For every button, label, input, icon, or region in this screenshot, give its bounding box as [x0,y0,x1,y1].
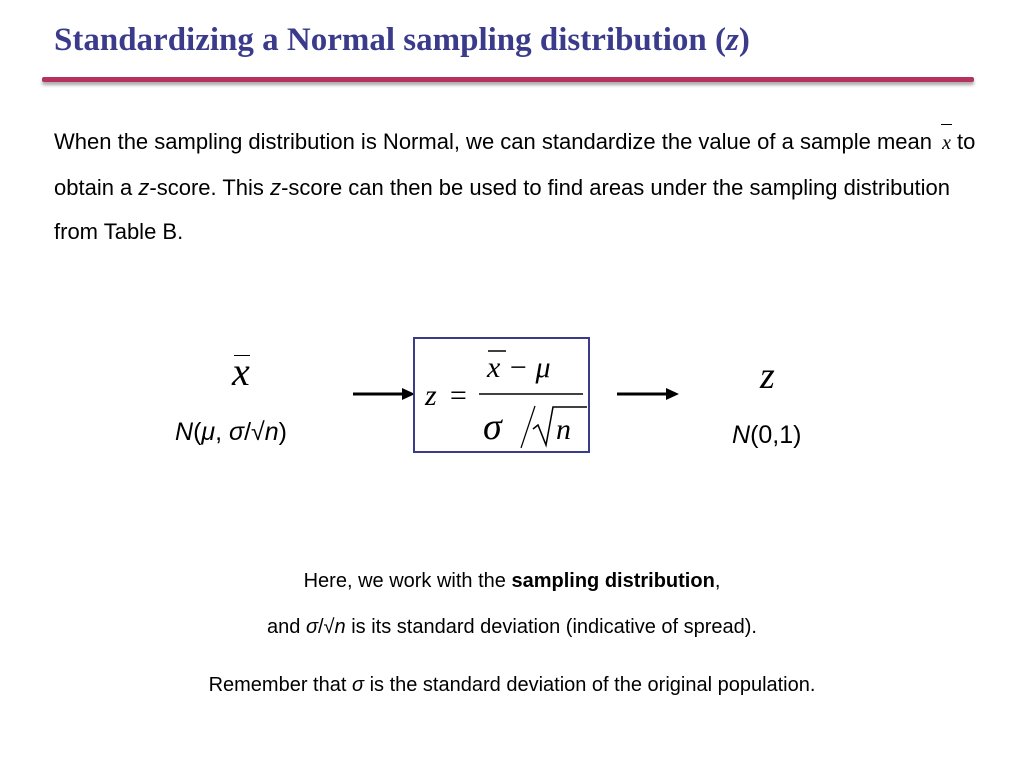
intro-text-3: -score. This [149,174,264,200]
note1-text: Here, we work with the [303,570,512,592]
intro-text-1: When the sampling distribution is Normal, we can standardize the value of a sample mean [54,129,933,154]
title-underline [42,77,974,82]
note2-text: and [267,616,306,638]
note2-sigma: σ [305,616,318,638]
arrow-right-icon [352,385,416,403]
slide-title [54,22,750,59]
note3-sigma: σ [351,674,365,696]
intro-text-4: -score can then be used to find areas under the sampling distribution from Table B. [54,174,951,244]
standard-normal-distribution [732,421,801,450]
note2-n: n [334,616,346,638]
left-N: N [175,418,194,446]
note1-bold: sampling distribution [511,570,715,592]
note3-end: is the standard deviation of the original population. [364,674,816,696]
note1-end: , [714,570,721,592]
left-close-paren: ) [278,418,287,446]
note-line-3 [0,674,1024,697]
left-sqrt: /√ [244,418,265,446]
z-score-symbol: z [760,355,775,397]
formula-z: z [425,379,437,412]
intro-z-2: z [270,174,282,200]
note2-sqrt: /√ [318,616,335,638]
right-params: (0,1) [750,421,802,449]
formula-numerator: x − μ [487,351,551,384]
formula-slash [521,406,535,448]
z-formula-box [413,337,590,453]
intro-z-1: z [138,174,150,200]
title-close-paren: ) [738,22,750,58]
title-z-variable: z [726,22,739,58]
right-N: N [732,421,751,449]
z-formula [415,339,588,451]
left-comma: , [215,418,229,446]
intro-text-2: to obtain a [54,129,976,200]
formula-sigma: σ [483,406,502,448]
intro-paragraph [54,120,984,255]
note3-text: Remember that [208,674,352,696]
left-open-paren: ( [193,418,202,446]
left-n: n [264,418,279,446]
title-text: Standardizing a Normal sampling distribution ( [54,22,727,58]
note-line-2 [0,616,1024,639]
left-sigma: σ [229,418,245,446]
left-mu: μ [201,418,216,446]
sample-mean-distribution [175,418,287,447]
formula-equals: = [448,379,469,412]
sample-mean-symbol: x [232,349,250,394]
note2-end: is its standard deviation (indicative of spread). [345,616,757,638]
arrow-right-icon [616,385,680,403]
intro-xbar-symbol: x [940,121,953,166]
formula-n: n [556,413,571,446]
note-line-1 [0,570,1024,593]
